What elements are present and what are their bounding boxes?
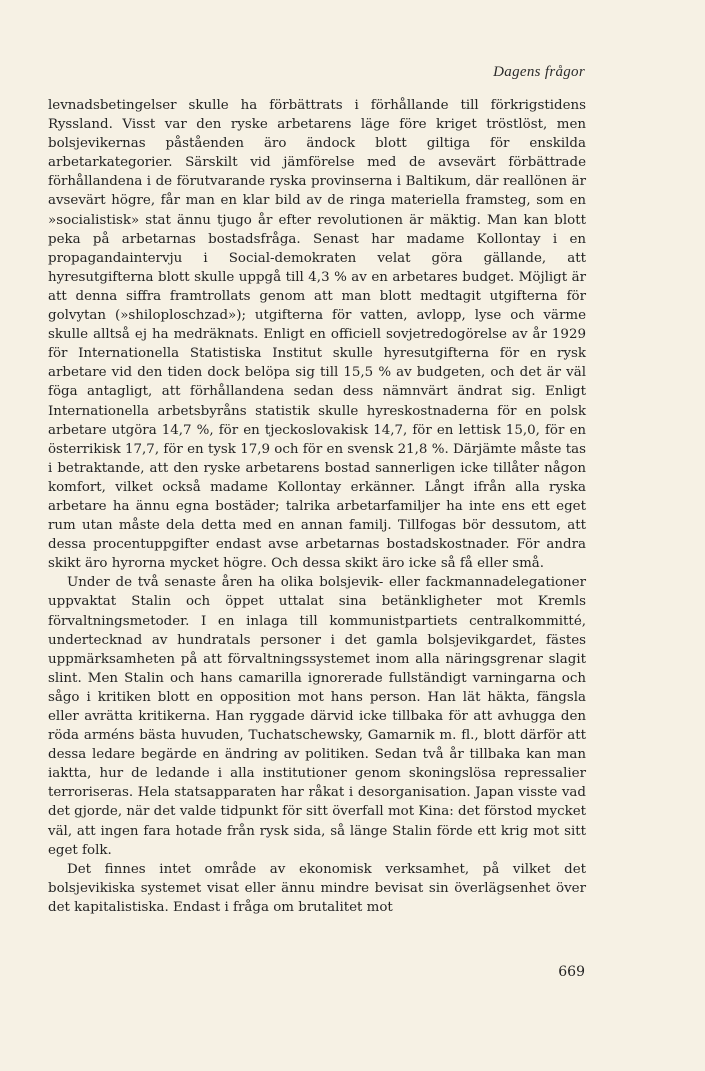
paragraph-2: Under de två senaste åren ha olika bolsjevik- eller fackmannadelegationer uppvaktat Stalin och öppet uttalat sina betänkligheter mot Kremls förvaltningsmetoder. I en inlaga till kommunistpartiets centralkommitté, undertecknad av hundratals personer i det gamla bolsjevikgardet, fästes uppmärksamheten på att förvaltningssystemet inom alla näringsgrenar slagit slint. Men Stalin och hans camarilla ignorerade fullständigt varningarna och sågo i kritiken blott en opposition mot hans person. Han lät häkta, fängsla eller avrätta kritikerna. Han ryggade därvid icke tillbaka för att avhugga den röda arméns bästa huvuden, Tuchatschewsky, Gamarnik m. fl., blott därför att dessa ledare begärde en ändring av politiken. Sedan två år tillbaka kan man iaktta, hur de ledande i alla institutioner genom skoningslösa repressalier terroriseras. Hela statsapparaten har råkat i desorganisation. Japan visste vad det gjorde, när det valde tidpunkt för sitt överfall mot Kina: det förstod mycket väl, att ingen fara hotade från rysk sida, så länge Stalin förde ett krig mot sitt eget folk. [48, 575, 586, 858]
paragraph-3: Det finnes intet område av ekonomisk verksamhet, på vilket det bolsjevikiska systemet visat eller ännu mindre bevisat sin överlägsenhet över det kapitalistiska. Endast i fråga om brutalitet mot [48, 861, 586, 915]
paragraph-1: levnadsbetingelser skulle ha förbättrats i förhållande till förkrigstidens Ryssland. Visst var den ryske arbetarens läge före kriget tröstlöst, men bolsjevikernas påståenden äro ändock blott giltiga för enskilda arbetarkategorier. Särskilt vid jämförelse med de avsevärt förbättrade förhållandena i de förutvarande ryska provinserna i Baltikum, där reallönen är avsevärt högre, får man en klar bild av de ringa materiella framsteg, som en »socialistisk» stat ännu tjugo år efter revolutionen är mäktig. Man kan blott peka på arbetarnas bostadsfråga. Senast har madame Kollontay i en propagandaintervju i Social-demokraten velat göra gällande, att hyresutgifterna blott skulle uppgå till 4,3 % av en arbetares budget. Möjligt är att denna siffra framtrollats genom att man blott medtagit utgifterna för golvytan (»shiloploschzad»); utgifterna för vatten, avlopp, lyse och värme skulle alltså ej ha medräknats. Enligt en officiell sovjetredogörelse av år 1929 för Internationella Statistiska Institut skulle hyresutgifterna för en rysk arbetare vid den tiden dock belöpa sig till 15,5 % av budgeten, och det är väl föga antagligt, att förhållandena sedan dess nämnvärt ändrat sig. Enligt Internationella arbetsbyråns statistik skulle hyreskostnaderna för en polsk arbetare utgöra 14,7 %, för en tjeckoslovakisk 14,7, för en lettisk 15,0, för en österrikisk 17,7, för en tysk 17,9 och för en svensk 21,8 %. Därjämte måste tas i betraktande, att den ryske arbetarens bostad sannerligen icke tillåter någon komfort, vilket också madame Kollontay erkänner. Långt ifrån alla ryska arbetare ha ännu egna bostäder; talrika arbetarfamiljer ha inte ens ett eget rum utan måste dela detta med en annan familj. Tillfogas bör dessutom, att dessa procentuppgifter endast avse arbetarnas bostadskostnader. För andra skikt äro hyrorna mycket högre. Och dessa skikt äro icke så få eller små. [48, 98, 586, 572]
running-head: Dagens frågor [493, 64, 585, 80]
body-text [48, 96, 586, 917]
page-number: 669 [558, 964, 585, 980]
